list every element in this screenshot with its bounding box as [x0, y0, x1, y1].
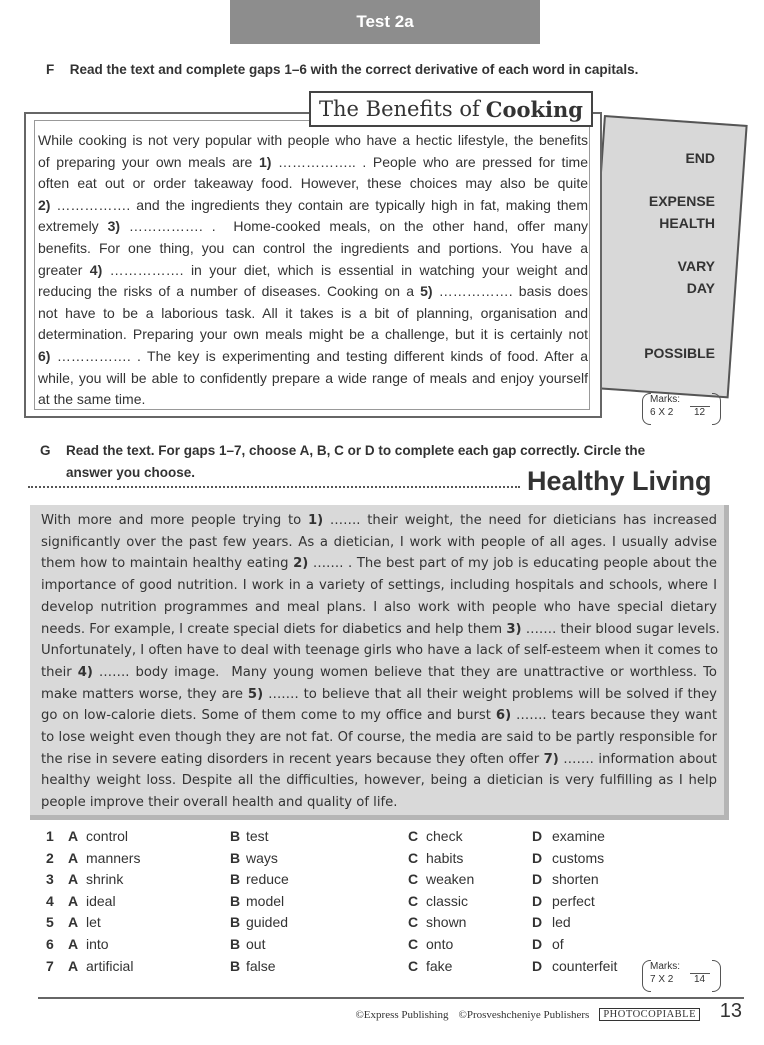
option-letter[interactable]: C — [408, 935, 419, 952]
option-d[interactable]: examine — [552, 828, 605, 844]
gap-number: 4) — [89, 261, 103, 278]
option-number: 2 — [46, 849, 54, 866]
healthy-living-text-line — [41, 575, 717, 597]
cooking-text-line — [38, 368, 588, 390]
option-d[interactable]: shorten — [552, 871, 599, 888]
option-a[interactable]: control — [86, 828, 129, 844]
text-segment: the rise in severe eating disorders in recent years because they often offer — [41, 751, 544, 767]
option-letter[interactable]: C — [408, 849, 419, 866]
healthy-living-text-line — [41, 597, 717, 619]
option-row — [40, 914, 640, 936]
marks-box-f — [642, 393, 718, 425]
healthy-living-text-line — [41, 749, 717, 771]
capital-word: HEALTH — [659, 215, 715, 231]
option-row — [40, 893, 640, 915]
option-letter[interactable]: A — [68, 892, 79, 909]
option-a[interactable]: artificial — [86, 957, 134, 974]
capital-word: VARY — [677, 258, 715, 274]
gap-number: 7) — [543, 751, 559, 767]
option-d[interactable]: led — [552, 914, 571, 931]
option-letter[interactable]: D — [532, 914, 543, 931]
gap-number: 1) — [258, 153, 272, 170]
text-segment: ……. their weight, the need for dieticians has increased — [323, 513, 717, 528]
marks-label: Marks: — [650, 394, 680, 405]
text-segment: significantly over the past few years. As a dietician, I work with people of all ages. I usually advise — [41, 534, 717, 550]
marks-calc: 6 X 2 — [650, 407, 674, 418]
section-f-instruction-text: Read the text and complete gaps 1–6 with the correct derivative of each word in capitals. — [69, 62, 639, 77]
option-letter[interactable]: B — [230, 828, 241, 844]
text-segment: extremely — [38, 218, 108, 235]
text-segment: Unfortunately, I often have to deal with teenage girls who have a lack of self-esteem when it comes to — [41, 643, 719, 659]
option-letter[interactable]: D — [532, 957, 543, 974]
cooking-text-line — [38, 281, 588, 303]
option-d[interactable]: of — [552, 935, 564, 952]
marks-label: Marks: — [650, 961, 680, 972]
text-segment: ……. tears because they want — [511, 708, 718, 724]
option-c[interactable]: classic — [426, 892, 469, 909]
gap-number: 2) — [38, 196, 51, 213]
option-b[interactable]: guided — [246, 914, 289, 931]
text-segment: not have to be a laborious task. All it takes is a bit of planning, organisation and — [38, 304, 588, 321]
cooking-text-line — [38, 130, 588, 152]
option-b[interactable]: out — [246, 935, 266, 952]
marks-total: 14 — [694, 974, 706, 985]
text-segment: ……. their blood sugar levels. — [521, 621, 720, 637]
gap-number: 1) — [307, 513, 324, 528]
cooking-text-line — [38, 346, 588, 368]
option-d[interactable]: counterfeit — [552, 957, 618, 974]
cooking-text-line — [38, 238, 588, 260]
capital-word: DAY — [686, 280, 715, 296]
option-c[interactable]: habits — [426, 849, 464, 866]
photocopiable-label: PHOTOCOPIABLE — [599, 1008, 700, 1021]
publisher-2: ©Prosveshcheniye Publishers — [458, 1008, 590, 1021]
option-letter[interactable]: A — [68, 914, 79, 931]
text-segment: reducing the risks of a number of diseases. Cooking on a — [38, 283, 421, 300]
option-letter[interactable]: C — [408, 892, 419, 909]
option-number: 4 — [46, 892, 54, 909]
section-g-instruction-line2: answer you choose. — [66, 465, 196, 480]
option-row — [40, 871, 640, 893]
section-f-instruction — [46, 62, 638, 77]
dotted-divider — [28, 486, 520, 488]
text-segment: ……. . The best part of my job is educating people about the — [308, 556, 718, 572]
option-letter[interactable]: B — [230, 871, 241, 888]
healthy-living-text-line — [41, 770, 717, 792]
marks-box-g — [642, 960, 718, 992]
healthy-living-text-line — [41, 619, 720, 641]
footer-rule — [38, 997, 744, 999]
option-letter[interactable]: B — [230, 935, 241, 952]
text-segment: …………….. . People who are pressed for time — [271, 153, 589, 170]
text-segment: develop nutrition programmes and meal plans. I also work with people who have special dietary — [41, 599, 717, 615]
healthy-living-text-line — [41, 553, 717, 575]
capital-word: END — [685, 150, 715, 166]
text-segment: ……………. and the ingredients they contain are typically high in fat, making them — [50, 196, 588, 213]
marks-calc: 7 X 2 — [650, 974, 674, 985]
healthy-living-text-line — [41, 510, 717, 532]
option-number: 3 — [46, 871, 54, 888]
text-segment: importance of good nutrition. I work in a variety of settings, including hospitals and schools, where I — [41, 578, 717, 594]
text-segment: benefits. For one thing, you can control the ingredients and portions. You have a — [38, 239, 588, 256]
healthy-living-text-line — [41, 532, 717, 554]
publisher-1: ©Express Publishing — [355, 1008, 449, 1021]
cooking-text — [38, 130, 588, 411]
cooking-title-regular: The Benefits of — [319, 97, 480, 121]
healthy-living-text-line — [41, 662, 717, 684]
option-letter[interactable]: D — [532, 892, 543, 909]
option-c[interactable]: fake — [426, 957, 453, 974]
option-c[interactable]: check — [426, 828, 463, 844]
text-segment: healthy weight loss. Despite all the difficulties, however, being a dietician is very fulfilling as I help — [41, 773, 717, 789]
healthy-living-text-line — [41, 705, 717, 727]
text-segment: ……………. . Home-cooked meals, on the other hand, offer many — [120, 218, 588, 235]
option-b[interactable]: reduce — [246, 871, 289, 888]
option-number: 1 — [46, 828, 54, 844]
option-a[interactable]: shrink — [86, 871, 124, 888]
capital-word: POSSIBLE — [644, 345, 715, 361]
capital-word: EXPENSE — [648, 193, 715, 209]
option-letter[interactable]: C — [408, 957, 419, 974]
page-number: 13 — [719, 1000, 742, 1022]
option-a[interactable]: manners — [86, 849, 141, 866]
option-letter[interactable]: B — [230, 914, 241, 931]
text-segment: While cooking is not very popular with people who have a hectic lifestyle, the benefits — [38, 132, 588, 148]
option-d[interactable]: perfect — [552, 892, 595, 909]
option-row — [40, 936, 640, 958]
option-letter[interactable]: A — [68, 871, 79, 888]
option-row — [40, 850, 640, 872]
option-letter[interactable]: D — [532, 849, 543, 866]
text-segment: often eat out or order takeaway food. However, these choices may also be quite — [38, 175, 588, 192]
section-f-letter: F — [46, 62, 55, 77]
option-c[interactable]: shown — [426, 914, 467, 931]
gap-number: 5) — [420, 283, 433, 300]
text-segment: ……. body image. Many young women believe that they are unattractive or worthless. To — [92, 664, 718, 680]
option-letter[interactable]: D — [532, 828, 543, 844]
text-segment: ……………. basis does — [432, 283, 588, 300]
text-segment: ……. to believe that all their weight problems will be solved if they — [263, 686, 717, 702]
cooking-text-line — [38, 173, 588, 195]
test-title: Test 2a — [230, 0, 540, 44]
option-letter[interactable]: B — [230, 849, 241, 866]
text-segment: them how to maintain healthy eating — [41, 556, 294, 572]
option-c[interactable]: onto — [426, 935, 454, 952]
text-segment: make matters worse, they are — [41, 686, 248, 702]
cooking-text-line — [38, 195, 588, 217]
gap-number: 4) — [77, 664, 93, 680]
gap-number: 5) — [247, 686, 264, 702]
option-letter[interactable]: B — [230, 957, 241, 974]
cooking-title-bold: Cooking — [485, 96, 583, 122]
cooking-title — [309, 91, 593, 127]
healthy-living-text-line — [41, 792, 717, 814]
option-b[interactable]: ways — [246, 849, 278, 866]
text-segment: of preparing your own meals are — [38, 153, 259, 170]
gap-number: 2) — [293, 556, 309, 572]
gap-number: 6) — [495, 708, 512, 724]
text-segment: ……………. in your diet, which is essential in watching your weight and — [102, 261, 589, 278]
cooking-text-line — [38, 389, 588, 411]
gap-number: 6) — [38, 347, 51, 364]
text-segment: at the same time. — [38, 391, 146, 408]
option-a[interactable]: into — [86, 935, 109, 952]
footer — [355, 1008, 700, 1021]
option-letter[interactable]: D — [532, 871, 543, 888]
option-letter[interactable]: D — [532, 935, 543, 952]
option-letter[interactable]: A — [68, 849, 79, 866]
option-d[interactable]: customs — [552, 849, 605, 866]
cooking-text-line — [38, 260, 588, 282]
option-a[interactable]: let — [86, 914, 101, 931]
text-segment: ……………. . The key is experimenting and testing different kinds of food. After a — [50, 347, 588, 364]
text-segment: their — [41, 664, 78, 680]
option-row — [40, 958, 640, 980]
cooking-text-line — [38, 303, 588, 325]
option-number: 5 — [46, 914, 54, 931]
text-segment: greater — [38, 261, 90, 278]
healthy-living-text-line — [41, 727, 717, 749]
option-b[interactable]: test — [246, 828, 269, 844]
option-c[interactable]: weaken — [426, 871, 475, 888]
option-letter[interactable]: A — [68, 935, 79, 952]
option-letter[interactable]: C — [408, 914, 419, 931]
text-segment: while, you will be able to confidently prepare a wide range of meals and enjoy yourself — [38, 369, 588, 386]
text-segment: With more and more people trying to — [41, 513, 308, 528]
healthy-living-text — [41, 510, 720, 814]
option-number: 7 — [46, 957, 54, 974]
healthy-living-text-line — [41, 684, 717, 706]
healthy-living-title: Healthy Living — [527, 466, 712, 496]
cooking-text-line — [38, 324, 588, 346]
option-b[interactable]: model — [246, 892, 285, 909]
option-b[interactable]: false — [246, 957, 276, 974]
text-segment: to lose weight even though they are not fat. Of course, the media are said to be partly responsible for — [41, 730, 717, 746]
cooking-text-line — [38, 152, 588, 174]
answer-options — [40, 828, 640, 979]
option-number: 6 — [46, 935, 54, 952]
text-segment: determination. Preparing your own meals might be a challenge, but it is certainly not — [38, 326, 588, 343]
text-segment: ……. information about — [558, 751, 717, 767]
section-g-letter: G — [40, 443, 51, 458]
text-segment: needs. For example, I create special diets for diabetics and help them — [41, 621, 507, 637]
section-g-instruction-line1: Read the text. For gaps 1–7, choose A, B, C or D to complete each gap correctly. Circle the — [66, 443, 646, 458]
option-a[interactable]: ideal — [86, 892, 116, 909]
option-letter[interactable]: A — [68, 828, 79, 844]
option-letter[interactable]: C — [408, 828, 419, 844]
option-letter[interactable]: C — [408, 871, 419, 888]
option-letter[interactable]: B — [230, 892, 241, 909]
text-segment: people improve their overall health and quality of life. — [41, 795, 398, 811]
gap-number: 3) — [506, 621, 522, 637]
marks-total: 12 — [694, 407, 706, 418]
text-segment: go on low-calorie diets. Some of them come to my office and burst — [41, 708, 496, 724]
option-letter[interactable]: A — [68, 957, 79, 974]
healthy-living-text-line — [41, 640, 717, 662]
cooking-text-line — [38, 216, 588, 238]
gap-number: 3) — [107, 218, 121, 235]
option-row — [40, 828, 640, 850]
